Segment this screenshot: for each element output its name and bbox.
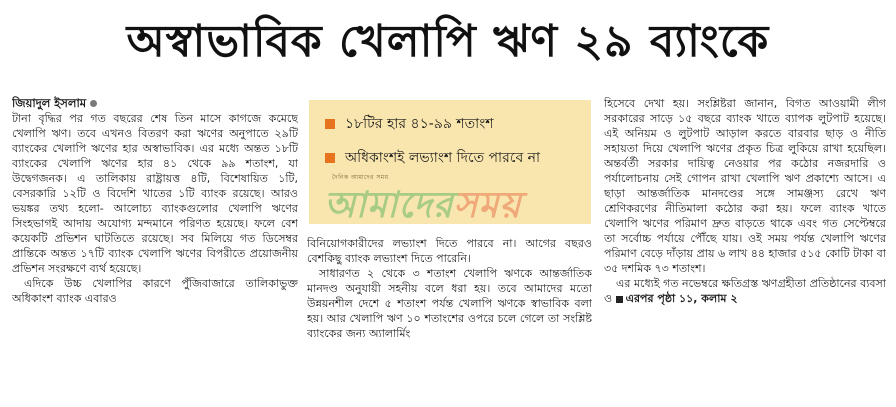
article-column-left	[12, 96, 298, 400]
continuation-link[interactable]: এরপর পৃষ্ঠা ১১, কলাম ২	[616, 292, 738, 305]
square-bullet-icon	[325, 153, 335, 163]
highlight-item	[325, 148, 575, 168]
square-marker-icon	[616, 296, 623, 303]
highlight-box	[309, 100, 591, 224]
highlight-item	[325, 114, 575, 134]
paragraph: বিনিয়োগকারীদের লভ্যাংশ দিতে পারবে না। আগের বছরও বেশকিছু ব্যাংক লভ্যাংশ দিতে পারেনি।	[307, 237, 592, 265]
paragraph: সাধারণত ২ থেকে ৩ শতাংশ খেলাপি ঋণকে আন্তর্জাতিক মানদণ্ড অনুযায়ী সহনীয় বলে ধরা হয়। তবে আমাদের মতো উন্নয়নশীল দেশে ৫ শতাংশ পর্যন্ত খেলাপি ঋণকে স্বাভাবিক বলা হয়। আর খেলাপি ঋণ ১০ শতাংশের ওপরে চলে গেলে তা সংশ্লিষ্ট ব্যাংকের জন্য অ্যালার্মিং	[307, 267, 592, 340]
paragraph	[604, 276, 886, 306]
highlight-text: ১৮টির হার ৪১-৯৯ শতাংশ	[345, 116, 494, 132]
paragraph-text: এর মধ্যেই গত নভেম্বরে ক্ষতিগ্রস্ত ঋণগ্রহীতা প্রতিষ্ঠানের ব্যবসা ও	[604, 277, 886, 305]
byline-author: জিয়াদুল ইসলাম	[12, 96, 87, 110]
highlight-text: অধিকাংশই লভ্যাংশ দিতে পারবে না	[345, 150, 541, 166]
article-column-right	[604, 96, 886, 400]
paragraph: এদিকে উচ্চ খেলাপির কারণে পুঁজিবাজারে তালিকাভুক্ত অধিকাংশ ব্যাংক এবারও	[12, 277, 298, 305]
watermark-logo: আমাদেরসময়	[324, 185, 522, 226]
byline-dot-icon	[90, 100, 97, 107]
paragraph: টানা বৃদ্ধির পর গত বছরের শেষ তিন মাসে কাগজে কমেছে খেলাপি ঋণ। তবে এখনও বিতরণ করা ঋণের অনুপাতে ২৯টি ব্যাংকের খেলাপি ঋণের হার অস্বাভাবিক। এর মধ্যে অন্তত ১৮টি ব্যাংকের খেলাপি ঋণের হার ৪১ থেকে ৯৯ শতাংশ, যা উদ্বেগজনক। এ তালিকায় রাষ্ট্রায়ত্ত ৪টি, বিশেষায়িত ১টি, বেসরকারি ১২টি ও বিদেশি খাতের ১টি ব্যাংক রয়েছে। আরও ভয়ঙ্কর তথ্য হলো- আলোচ্য ব্যাংকগুলোর খেলাপি ঋণের সিংহভাগই আদায় অযোগ্য মন্দমানে পরিণত হয়েছে। ফলে বেশ কয়েকটি প্রভিশন ঘাটতিতে রয়েছে। সব মিলিয়ে গত ডিসেম্বর প্রান্তিকে অন্তত ১৭টি ব্যাংক খেলাপি ঋণের বিপরীতে প্রয়োজনীয় প্রভিশন সংরক্ষণে ব্যর্থ হয়েছে।	[12, 112, 298, 275]
byline	[12, 96, 298, 111]
headline: অস্বাভাবিক খেলাপি ঋণ ২৯ ব্যাংকে	[126, 15, 770, 67]
article-column-middle	[307, 236, 592, 400]
square-bullet-icon	[325, 119, 335, 129]
watermark-url: দৈনিক আমাদের সময়	[332, 174, 389, 181]
paragraph: হিসেবে দেখা হয়। সংশ্লিষ্টরা জানান, বিগত আওয়ামী লীগ সরকারের সাড়ে ১৫ বছরে ব্যাংক খাতে ব্যাপক লুটপাট হয়েছে। এই অনিয়ম ও লুটপাট আড়াল করতে বারবার ছাড় ও নীতি সহায়তা দিয়ে খেলাপি ঋণের প্রকৃত চিত্র লুকিয়ে রাখা হয়েছিল। অন্তর্বর্তী সরকার দায়িত্ব নেওয়ার পর কঠোর নজরদারি ও পর্যালোচনায় সেই গোপন রাখা খেলাপি ঋণ প্রকাশ্যে আসে। এ ছাড়া আন্তর্জাতিক মানদণ্ডের সঙ্গে সামঞ্জস্য রেখে ঋণ শ্রেণিকরণের নীতিমালা কঠোর করা হয়। ফলে ব্যাংক খাতে খেলাপি ঋণের পরিমাণ দ্রুত বাড়তে থাকে এবং গত সেপ্টেম্বরে তা সর্বোচ্চ পর্যায়ে পৌঁছে যায়। ওই সময় পর্যন্ত খেলাপি ঋণের পরিমাণ বেড়ে দাঁড়ায় প্রায় ৬ লাখ ৪৪ হাজার ৫১৫ কোটি টাকা বা ৩৫ দশমিক ৭৩ শতাংশ।	[604, 97, 886, 275]
